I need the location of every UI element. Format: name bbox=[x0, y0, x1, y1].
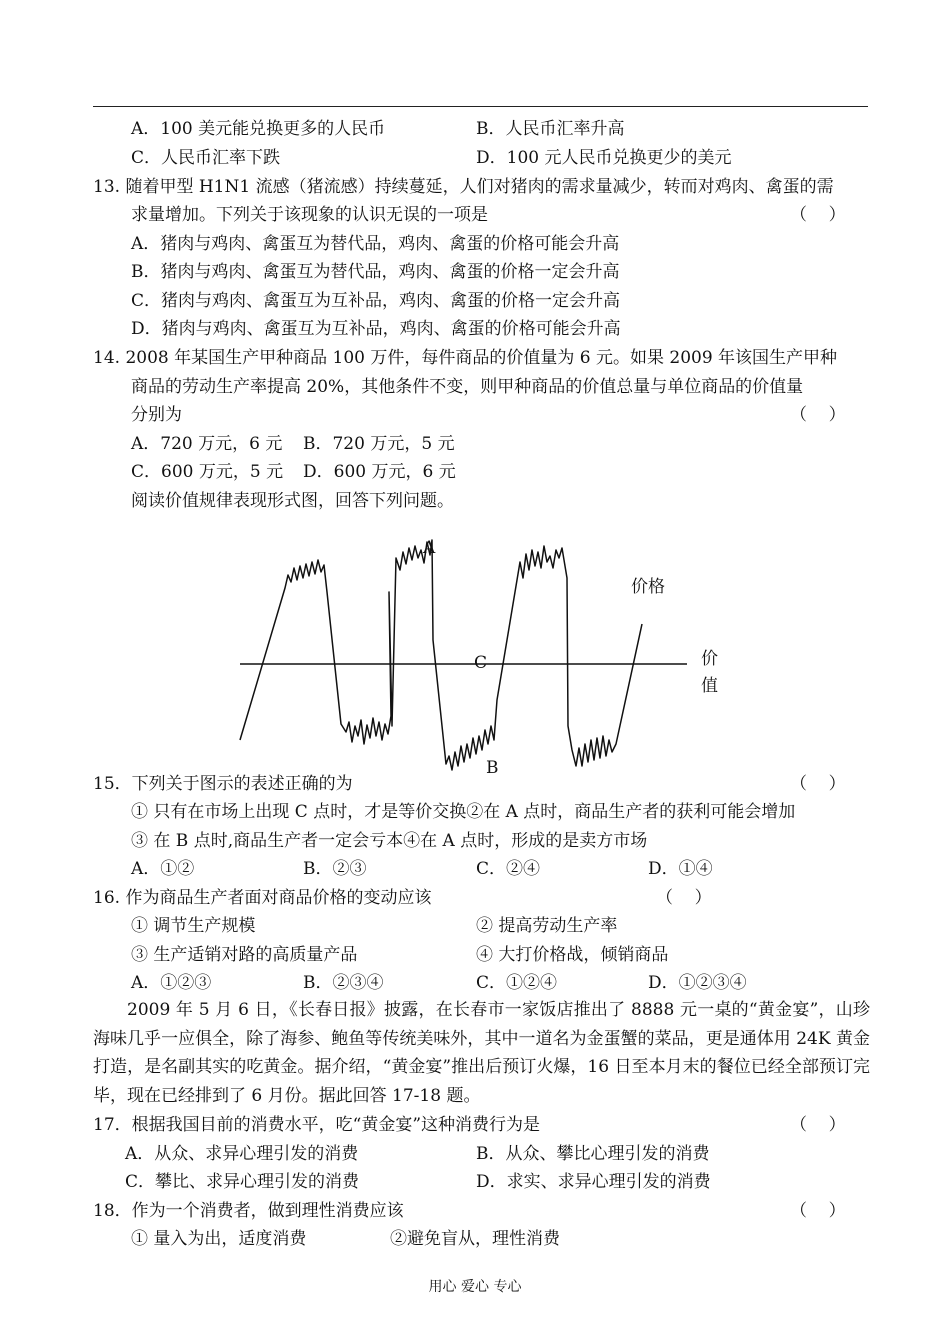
q14-stem-line2: 商品的劳动生产率提高 20%，其他条件不变，则甲种商品的价值总量与单位商品的价值量 bbox=[131, 377, 804, 397]
label-point-a: A bbox=[423, 538, 436, 558]
q12-option-d: D．100 元人民币兑换更少的美元 bbox=[476, 148, 732, 168]
q16-option-a: A．①②③ bbox=[131, 973, 212, 993]
q12-option-a: A．100 美元能兑换更多的人民币 bbox=[131, 119, 386, 139]
label-point-b: B bbox=[486, 758, 499, 778]
q16-item-3: ③ 生产适销对路的高质量产品 bbox=[131, 945, 358, 965]
q15-statement-line1: ① 只有在市场上出现 C 点时，才是等价交换②在 A 点时，商品生产者的获利可能会增加 bbox=[131, 802, 796, 822]
q14-option-b: B．720 万元，5 元 bbox=[303, 434, 455, 454]
q18-stem: 18．作为一个消费者，做到理性消费应该 bbox=[93, 1201, 404, 1221]
q15-option-d: D．①④ bbox=[648, 859, 713, 879]
header-rule bbox=[93, 106, 868, 107]
page-footer: 用心 爱心 专心 bbox=[428, 1279, 522, 1295]
q16-item-1: ① 调节生产规模 bbox=[131, 916, 256, 936]
q15-option-b: B．②③ bbox=[303, 859, 367, 879]
q16-answer-bracket: （ ） bbox=[656, 888, 712, 908]
q15-option-a: A．①② bbox=[131, 859, 195, 879]
label-value-char1: 价 bbox=[701, 649, 718, 669]
value-law-diagram bbox=[230, 530, 730, 780]
q17-option-b: B．从众、攀比心理引发的消费 bbox=[476, 1144, 710, 1164]
q13-answer-bracket: （ ） bbox=[790, 205, 846, 225]
q14-stem-line1: 14. 2008 年某国生产甲种商品 100 万件，每件商品的价值量为 6 元。如果 2009 年该国生产甲种 bbox=[93, 348, 838, 368]
q13-option-a: A．猪肉与鸡肉、禽蛋互为替代品，鸡肉、禽蛋的价格可能会升高 bbox=[131, 234, 620, 254]
q13-option-b: B．猪肉与鸡肉、禽蛋互为替代品，鸡肉、禽蛋的价格一定会升高 bbox=[131, 262, 620, 282]
q14-option-a: A．720 万元，6 元 bbox=[131, 434, 283, 454]
q15-answer-bracket: （ ） bbox=[790, 774, 846, 794]
q13-stem-line2: 求量增加。下列关于该现象的认识无误的一项是 bbox=[131, 205, 488, 225]
q17-option-d: D．求实、求异心理引发的消费 bbox=[476, 1172, 711, 1192]
q18-answer-bracket: （ ） bbox=[790, 1201, 846, 1221]
q16-stem: 16. 作为商品生产者面对商品价格的变动应该 bbox=[93, 888, 432, 908]
q15-stem: 15．下列关于图示的表述正确的为 bbox=[93, 774, 353, 794]
label-point-c: C bbox=[474, 653, 488, 673]
q13-option-d: D．猪肉与鸡肉、禽蛋互为互补品，鸡肉、禽蛋的价格可能会升高 bbox=[131, 319, 621, 339]
q18-item-1: ① 量入为出，适度消费 bbox=[131, 1229, 307, 1249]
q13-option-c: C．猪肉与鸡肉、禽蛋互为互补品，鸡肉、禽蛋的价格一定会升高 bbox=[131, 291, 621, 311]
q14-answer-bracket: （ ） bbox=[790, 405, 846, 425]
q15-option-c: C．②④ bbox=[476, 859, 541, 879]
q17-stem: 17．根据我国目前的消费水平，吃“黄金宴”这种消费行为是 bbox=[93, 1115, 541, 1135]
q16-option-c: C．①②④ bbox=[476, 973, 558, 993]
q17-option-a: A．从众、求异心理引发的消费 bbox=[125, 1144, 359, 1164]
q16-option-d: D．①②③④ bbox=[648, 973, 747, 993]
q16-option-b: B．②③④ bbox=[303, 973, 384, 993]
q12-option-c: C．人民币汇率下跌 bbox=[131, 148, 281, 168]
q15-statement-line2: ③ 在 B 点时,商品生产者一定会亏本④在 A 点时，形成的是卖方市场 bbox=[131, 831, 648, 851]
q13-stem-line1: 13. 随着甲型 H1N1 流感（猪流感）持续蔓延，人们对猪肉的需求量减少，转而对鸡肉、禽蛋的需 bbox=[93, 177, 834, 197]
q14-stem-line3: 分别为 bbox=[131, 405, 182, 425]
q14-option-d: D．600 万元，6 元 bbox=[303, 462, 456, 482]
q17-answer-bracket: （ ） bbox=[790, 1115, 846, 1135]
q14-option-c: C．600 万元，5 元 bbox=[131, 462, 284, 482]
q12-option-b: B．人民币汇率升高 bbox=[476, 119, 625, 139]
q16-item-2: ② 提高劳动生产率 bbox=[476, 916, 618, 936]
reading-passage: 2009 年 5 月 6 日，《长春日报》披露，在长春市一家饭店推出了 8888 元一桌的“黄金宴”，山珍海味几乎一应俱全，除了海参、鲍鱼等传统美味外，其中一道名为金蛋蟹的菜品，更是通体用 24K 黄金打造，是名副其实的吃黄金。据介绍，“黄金宴”推出后预订火爆，16 日至本月末的餐位已经全部预订完毕，现在已经排到了 6 月份。据此回答 17-18 题。 bbox=[93, 1000, 870, 1107]
label-value-char2: 值 bbox=[701, 676, 718, 696]
price-curve bbox=[240, 540, 642, 770]
q16-item-4: ④ 大打价格战，倾销商品 bbox=[476, 945, 669, 965]
q18-item-2: ②避免盲从，理性消费 bbox=[390, 1229, 560, 1249]
q17-option-c: C．攀比、求异心理引发的消费 bbox=[125, 1172, 360, 1192]
diagram-intro: 阅读价值规律表现形式图，回答下列问题。 bbox=[131, 491, 454, 511]
label-price: 价格 bbox=[631, 577, 665, 597]
